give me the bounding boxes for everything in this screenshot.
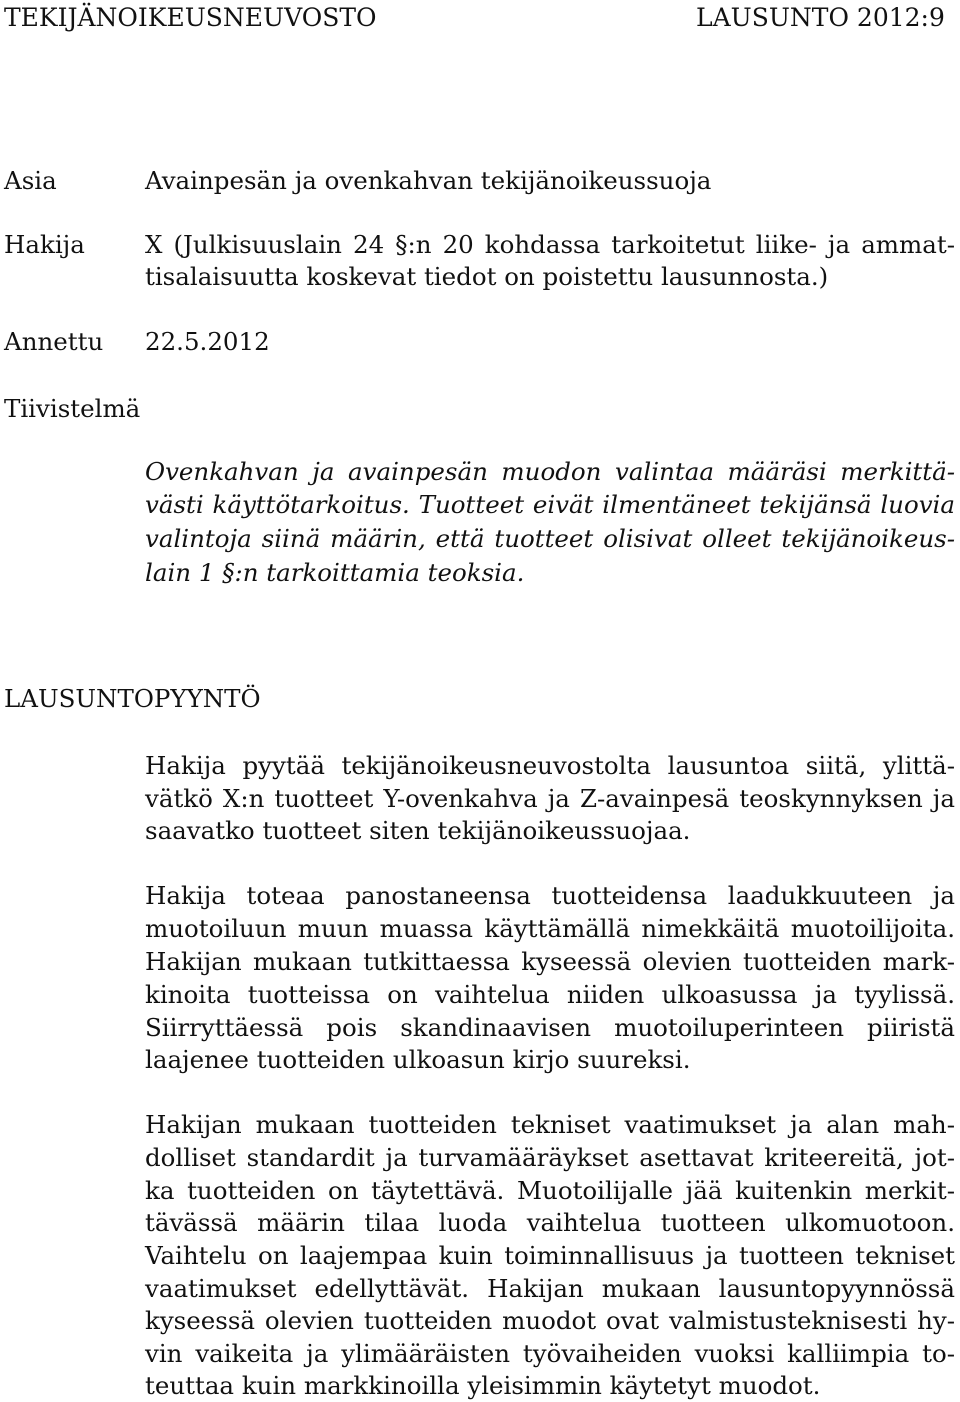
paragraph-line: tävässä määrin tilaa luoda vaihtelua tuotteen ulkomuotoon. (145, 1208, 955, 1237)
paragraph-line: muotoiluun muun muassa käyttämällä nimekkäitä muotoilijoita. (145, 914, 955, 943)
paragraph-line: Siirryttäessä pois skandinaavisen muotoiluperinteen piiristä (145, 1013, 955, 1042)
annettu-value: 22.5.2012 (145, 327, 270, 356)
summary-line: valintoja siinä määrin, että tuotteet olisivat olleet tekijänoikeus- (145, 524, 955, 553)
paragraph-line: kyseessä olevien tuotteiden muodot ovat valmistusteknisesti hy- (145, 1306, 955, 1335)
asia-label: Asia (4, 166, 57, 195)
hakija-value-line: tisalaisuutta koskevat tiedot on poistettu lausunnosta.) (145, 262, 829, 291)
summary-line: västi käyttötarkoitus. Tuotteet eivät ilmentäneet tekijänsä luovia (145, 490, 955, 519)
paragraph-line: vaatimukset edellyttävät. Hakijan mukaan lausuntopyynnössä (145, 1274, 955, 1303)
paragraph-line: Hakijan mukaan tuotteiden tekniset vaatimukset ja alan mah- (145, 1110, 955, 1139)
hakija-label: Hakija (4, 230, 85, 259)
paragraph-line: vätkö X:n tuotteet Y-ovenkahva ja Z-avainpesä teoskynnyksen ja (145, 784, 955, 813)
hakija-value-line: X (Julkisuuslain 24 §:n 20 kohdassa tarkoitetut liike- ja ammat- (145, 230, 955, 259)
annettu-label: Annettu (4, 327, 104, 356)
summary-line: Ovenkahvan ja avainpesän muodon valintaa määräsi merkittä- (145, 457, 955, 486)
section-heading: LAUSUNTOPYYNTÖ (4, 684, 261, 713)
header-ref: LAUSUNTO 2012:9 (696, 3, 945, 32)
paragraph-line: kinoita tuotteissa on vaihtelua niiden ulkoasussa ja tyylissä. (145, 980, 955, 1009)
paragraph-line: Hakijan mukaan tutkittaessa kyseessä olevien tuotteiden mark- (145, 947, 955, 976)
paragraph-line: Vaihtelu on laajempaa kuin toiminnallisuus ja tuotteen tekniset (145, 1241, 955, 1270)
summary-line: lain 1 §:n tarkoittamia teoksia. (145, 558, 525, 587)
header-org: TEKIJÄNOIKEUSNEUVOSTO (4, 3, 377, 32)
summary-heading: Tiivistelmä (4, 394, 141, 423)
paragraph-line: ka tuotteiden on täytettävä. Muotoilijalle jää kuitenkin merkit- (145, 1176, 955, 1205)
paragraph-line: saavatko tuotteet siten tekijänoikeussuojaa. (145, 816, 691, 845)
paragraph-line: Hakija pyytää tekijänoikeusneuvostolta lausuntoa siitä, ylittä- (145, 751, 955, 780)
paragraph-line: vin vaikeita ja ylimääräisten työvaiheiden vuoksi kalliimpia to- (145, 1339, 955, 1368)
paragraph-line: Hakija toteaa panostaneensa tuotteidensa laadukkuuteen ja (145, 881, 955, 910)
paragraph-line: teuttaa kuin markkinoilla yleisimmin käytetyt muodot. (145, 1371, 821, 1400)
paragraph-line: laajenee tuotteiden ulkoasun kirjo suureksi. (145, 1045, 691, 1074)
asia-value: Avainpesän ja ovenkahvan tekijänoikeussuoja (145, 166, 712, 195)
paragraph-line: dolliset standardit ja turvamääräykset asettavat kriteereitä, jot- (145, 1143, 955, 1172)
